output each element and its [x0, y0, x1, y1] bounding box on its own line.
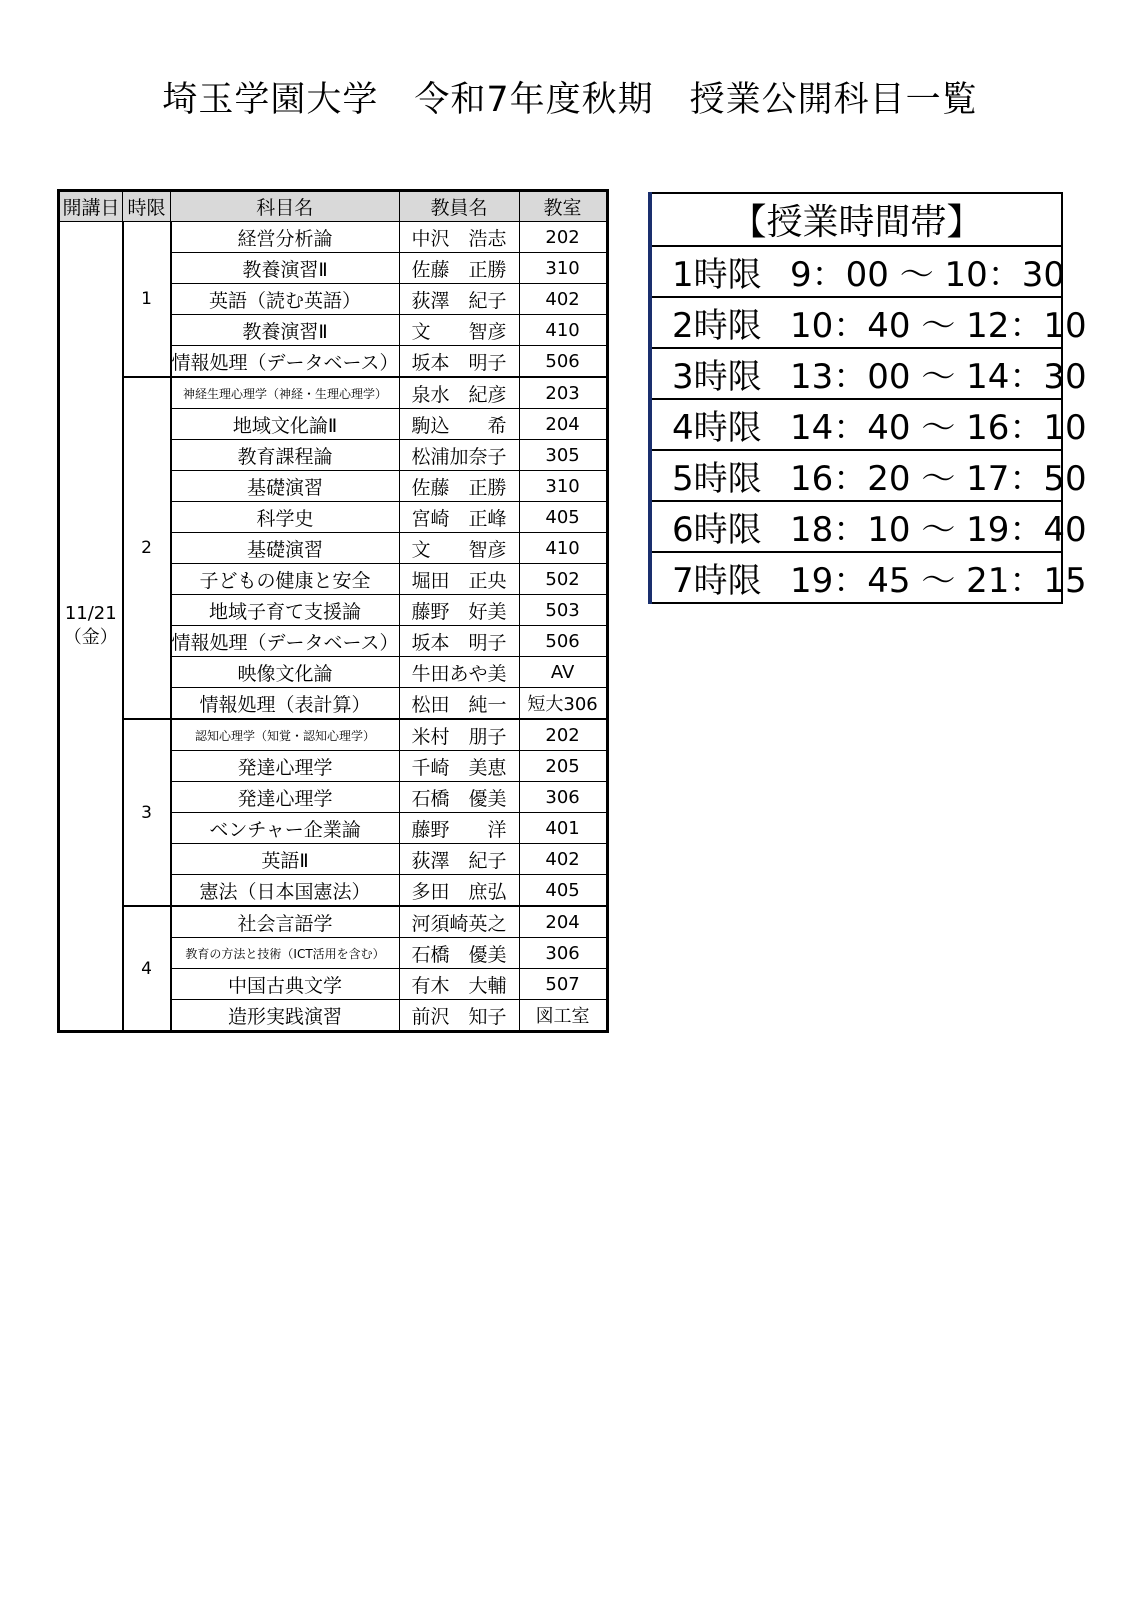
subject-cell: 発達心理学 [171, 782, 400, 813]
period-cell: 4 [123, 906, 171, 1032]
class-time-row [650, 348, 1062, 399]
slot-label: 1時限 [672, 255, 762, 295]
class-times-header: 【授業時間帯】 [650, 193, 1062, 246]
page-title: 埼玉学園大学 令和7年度秋期 授業公開科目一覧 [162, 80, 978, 120]
subject-cell: 教育課程論 [171, 440, 400, 471]
subject-cell: 情報処理（表計算） [171, 688, 400, 720]
class-time-row [650, 450, 1062, 501]
room-cell: 305 [519, 440, 607, 471]
subject-cell: 地域文化論Ⅱ [171, 409, 400, 440]
room-cell: 405 [519, 502, 607, 533]
date-cell [59, 222, 123, 1032]
course-schedule-table [57, 189, 609, 1033]
class-time-row [650, 501, 1062, 552]
class-time-slot [650, 297, 1087, 348]
subject-cell: 憲法（日本国憲法） [171, 875, 400, 907]
slot-time: 16：20 ～ 17：50 [790, 459, 1087, 499]
subject-cell: 科学史 [171, 502, 400, 533]
header-room: 教室 [519, 191, 607, 222]
slot-time: 10：40 ～ 12：10 [790, 306, 1087, 346]
teacher-cell: 米村 朋子 [399, 719, 519, 751]
subject-cell: 発達心理学 [171, 751, 400, 782]
room-cell: 306 [519, 782, 607, 813]
room-cell: 203 [519, 377, 607, 409]
room-cell: 306 [519, 938, 607, 969]
room-cell: 503 [519, 595, 607, 626]
class-time-slot [650, 348, 1087, 399]
teacher-cell: 多田 庶弘 [399, 875, 519, 907]
slot-time: 9：00 ～ 10：30 [790, 255, 1066, 295]
room-cell: 410 [519, 315, 607, 346]
room-cell: 202 [519, 222, 607, 253]
room-cell: 310 [519, 253, 607, 284]
teacher-cell: 藤野 洋 [399, 813, 519, 844]
slot-label: 7時限 [672, 561, 762, 601]
class-time-row [650, 246, 1062, 297]
teacher-cell: 石橋 優美 [399, 938, 519, 969]
teacher-cell: 坂本 明子 [399, 626, 519, 657]
slot-time: 13：00 ～ 14：30 [790, 357, 1087, 397]
teacher-cell: 堀田 正央 [399, 564, 519, 595]
subject-cell: 英語Ⅱ [171, 844, 400, 875]
slot-time: 19：45 ～ 21：15 [790, 561, 1087, 601]
class-time-row [650, 297, 1062, 348]
teacher-cell: 荻澤 紀子 [399, 284, 519, 315]
teacher-cell: 前沢 知子 [399, 1000, 519, 1032]
room-cell: 204 [519, 409, 607, 440]
teacher-cell: 有木 大輔 [399, 969, 519, 1000]
slot-time: 18：10 ～ 19：40 [790, 510, 1087, 550]
teacher-cell: 河須崎英之 [399, 906, 519, 938]
table-header-row [59, 191, 608, 222]
class-time-slot [650, 246, 1066, 297]
period-cell: 1 [123, 222, 171, 378]
subject-cell: 中国古典文学 [171, 969, 400, 1000]
teacher-cell: 千崎 美恵 [399, 751, 519, 782]
teacher-cell: 文 智彦 [399, 315, 519, 346]
header-teacher: 教員名 [399, 191, 519, 222]
class-time-slot [650, 450, 1087, 501]
table-row [59, 719, 608, 751]
teacher-cell: 松浦加奈子 [399, 440, 519, 471]
subject-cell: ベンチャー企業論 [171, 813, 400, 844]
subject-cell: 映像文化論 [171, 657, 400, 688]
table-row [59, 377, 608, 409]
subject-cell: 教養演習Ⅱ [171, 315, 400, 346]
subject-cell: 教育の方法と技術（ICT活用を含む） [171, 938, 400, 969]
slot-label: 3時限 [672, 357, 762, 397]
teacher-cell: 石橋 優美 [399, 782, 519, 813]
teacher-cell: 牛田あや美 [399, 657, 519, 688]
teacher-cell: 佐藤 正勝 [399, 253, 519, 284]
date-text: 11/21 [64, 603, 117, 624]
header-subject: 科目名 [171, 191, 400, 222]
class-times-table [648, 192, 1087, 604]
slot-label: 5時限 [672, 459, 762, 499]
room-cell: 405 [519, 875, 607, 907]
teacher-cell: 佐藤 正勝 [399, 471, 519, 502]
class-time-slot [650, 399, 1087, 450]
slot-time: 14：40 ～ 16：10 [790, 408, 1087, 448]
slot-label: 6時限 [672, 510, 762, 550]
class-time-slot [650, 552, 1087, 603]
subject-cell: 子どもの健康と安全 [171, 564, 400, 595]
teacher-cell: 坂本 明子 [399, 346, 519, 378]
room-cell: 310 [519, 471, 607, 502]
slot-label: 4時限 [672, 408, 762, 448]
room-cell: 204 [519, 906, 607, 938]
subject-cell: 教養演習Ⅱ [171, 253, 400, 284]
period-cell: 3 [123, 719, 171, 906]
subject-cell: 情報処理（データベース） [171, 346, 400, 378]
header-period: 時限 [123, 191, 171, 222]
subject-cell: 造形実践演習 [171, 1000, 400, 1032]
subject-cell: 英語（読む英語） [171, 284, 400, 315]
schedule-body [59, 222, 608, 1032]
subject-cell: 認知心理学（知覚・認知心理学） [171, 719, 400, 751]
class-time-slot [650, 501, 1087, 552]
slot-label: 2時限 [672, 306, 762, 346]
room-cell: 402 [519, 844, 607, 875]
class-time-row [650, 552, 1062, 603]
class-time-row [650, 399, 1062, 450]
table-row [59, 906, 608, 938]
room-cell: 506 [519, 346, 607, 378]
teacher-cell: 泉水 紀彦 [399, 377, 519, 409]
class-times-header-row [650, 193, 1062, 246]
subject-cell: 社会言語学 [171, 906, 400, 938]
room-cell: 507 [519, 969, 607, 1000]
room-cell: 410 [519, 533, 607, 564]
room-cell: 401 [519, 813, 607, 844]
subject-cell: 基礎演習 [171, 533, 400, 564]
header-date: 開講日 [59, 191, 123, 222]
teacher-cell: 中沢 浩志 [399, 222, 519, 253]
teacher-cell: 宮崎 正峰 [399, 502, 519, 533]
room-cell: AV [519, 657, 607, 688]
teacher-cell: 駒込 希 [399, 409, 519, 440]
room-cell: 205 [519, 751, 607, 782]
room-cell: 402 [519, 284, 607, 315]
subject-cell: 神経生理心理学（神経・生理心理学） [171, 377, 400, 409]
room-cell: 短大306 [519, 688, 607, 720]
subject-cell: 地域子育て支援論 [171, 595, 400, 626]
room-cell: 202 [519, 719, 607, 751]
teacher-cell: 荻澤 紀子 [399, 844, 519, 875]
room-cell: 図工室 [519, 1000, 607, 1032]
teacher-cell: 藤野 好美 [399, 595, 519, 626]
subject-cell: 情報処理（データベース） [171, 626, 400, 657]
weekday-text: （金） [63, 627, 118, 648]
subject-cell: 基礎演習 [171, 471, 400, 502]
teacher-cell: 松田 純一 [399, 688, 519, 720]
subject-cell: 経営分析論 [171, 222, 400, 253]
table-row [59, 222, 608, 253]
room-cell: 506 [519, 626, 607, 657]
room-cell: 502 [519, 564, 607, 595]
period-cell: 2 [123, 377, 171, 719]
teacher-cell: 文 智彦 [399, 533, 519, 564]
